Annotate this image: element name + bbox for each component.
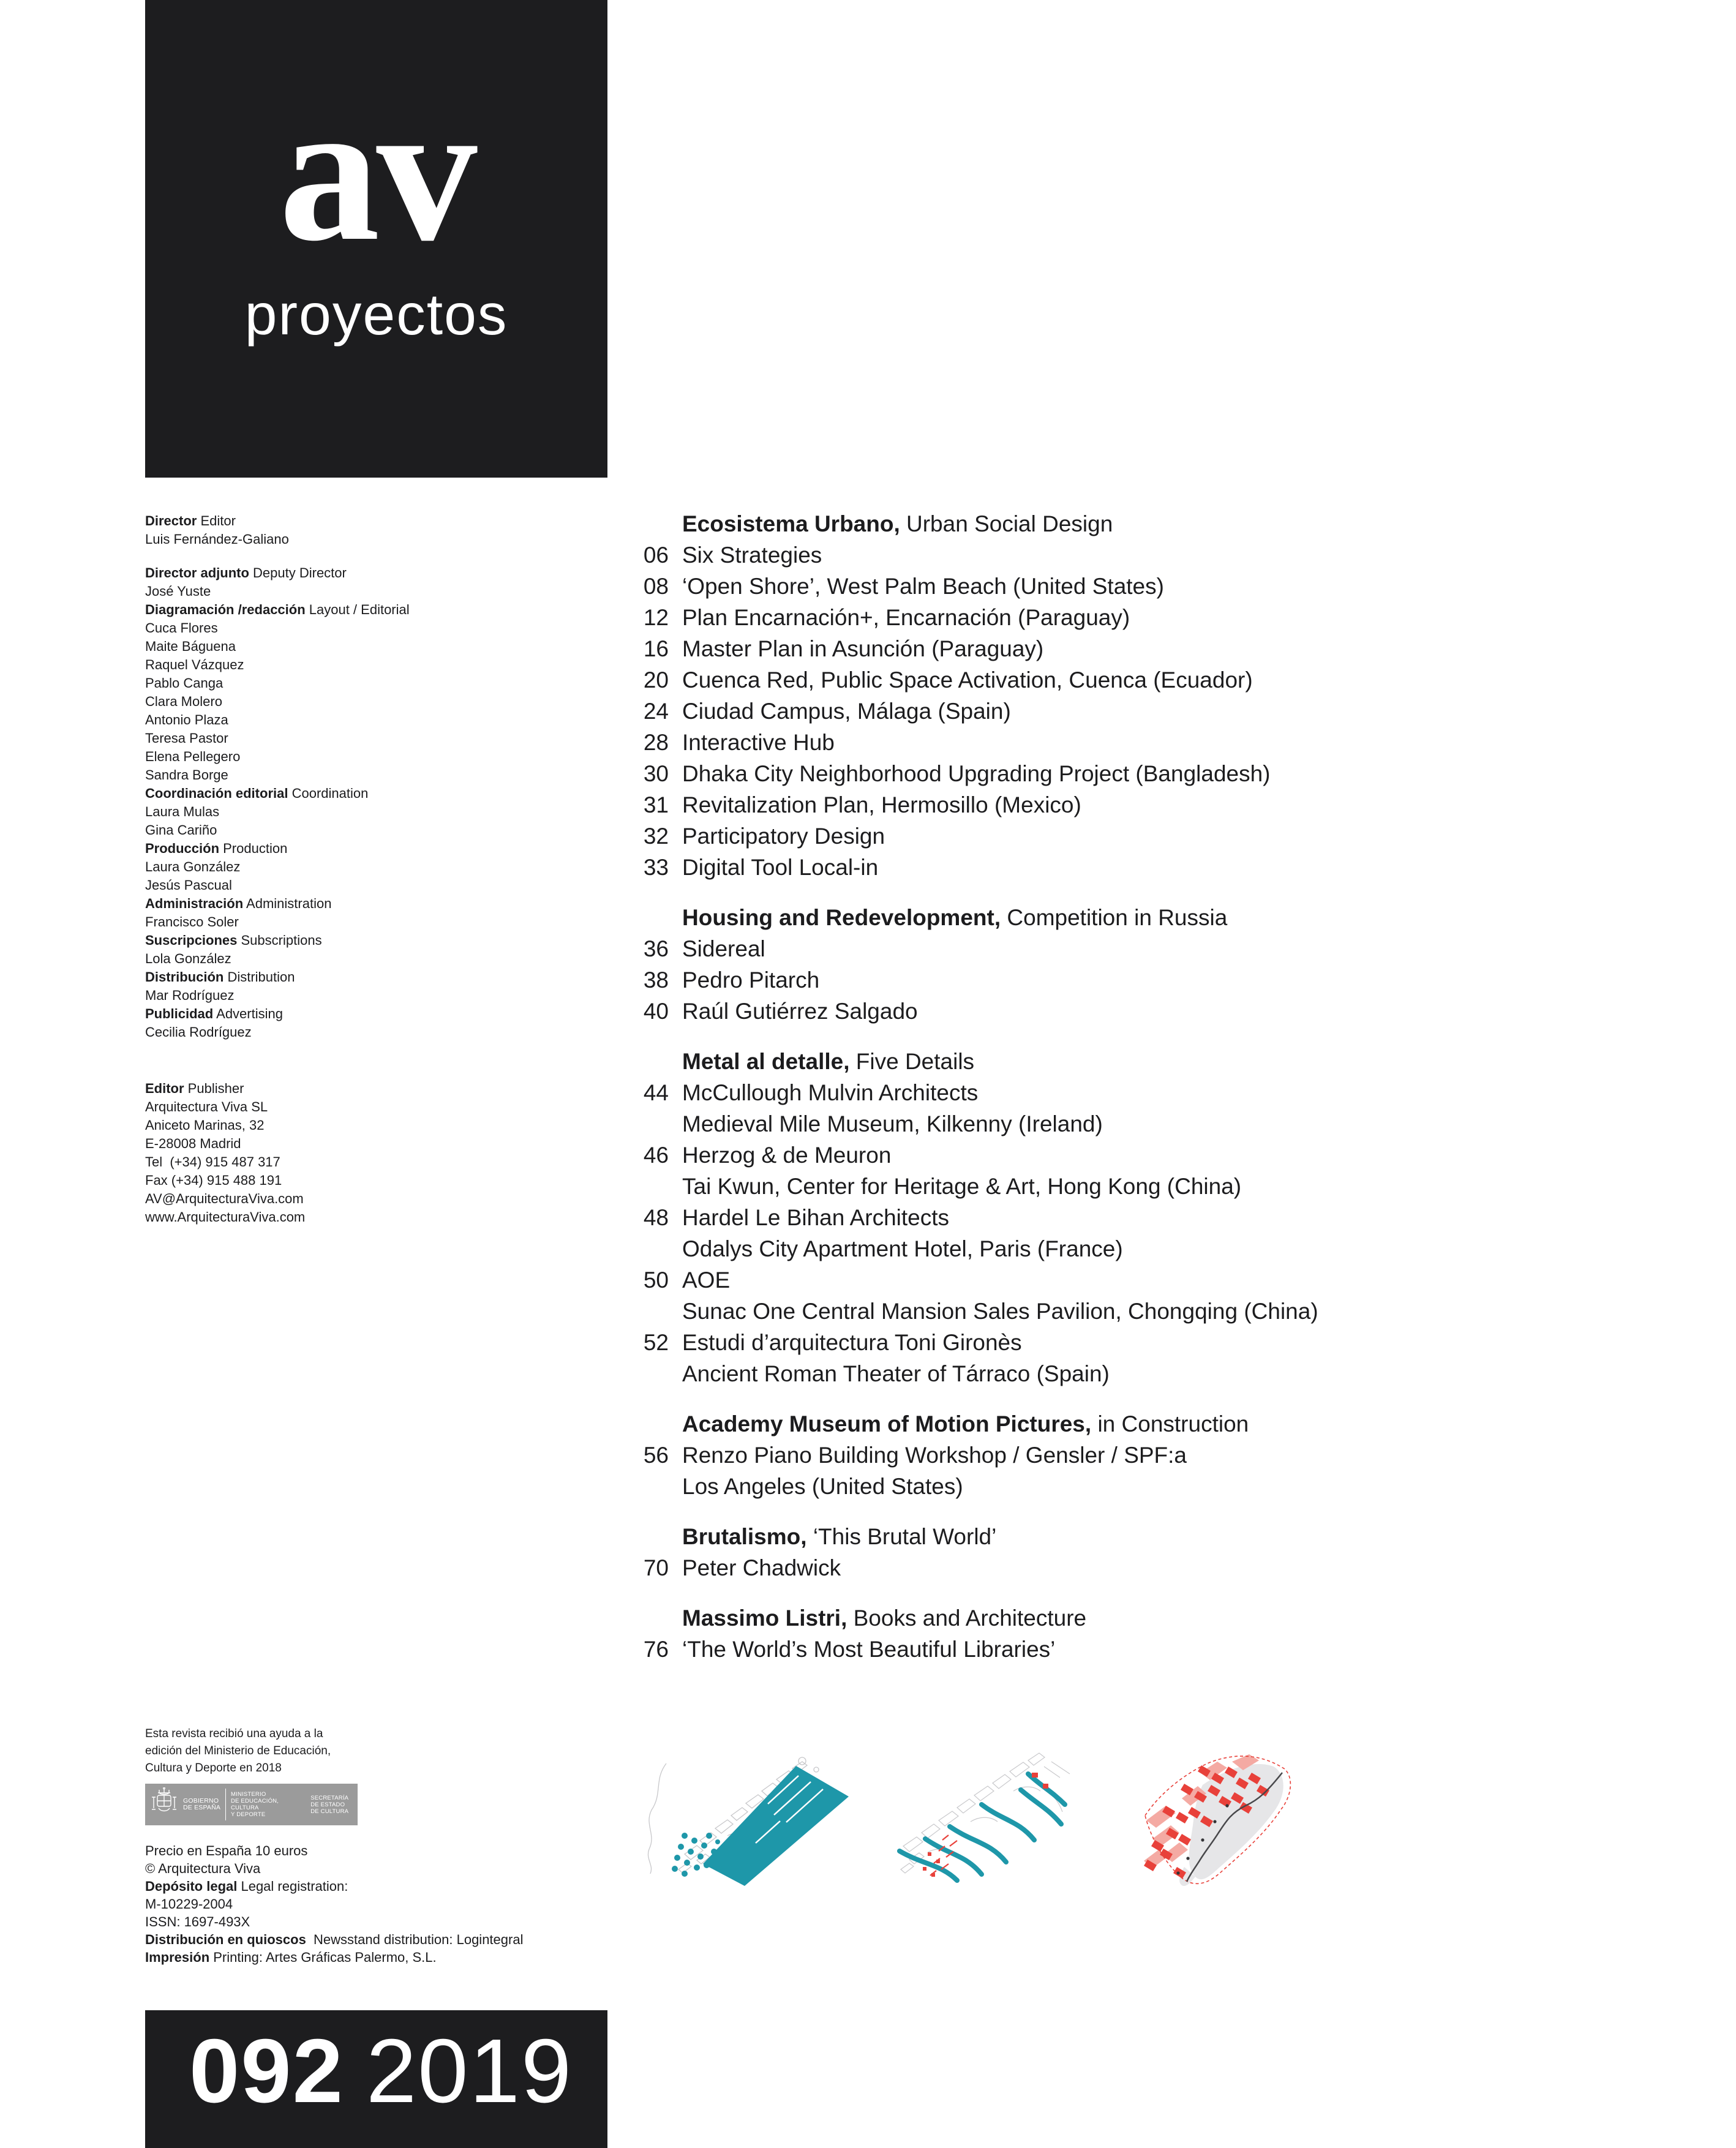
ministry-name-label: MINISTERIO DE EDUCACIÓN, CULTURA Y DEPORTE <box>231 1791 279 1818</box>
staff-text: Tel (+34) 915 487 317 <box>145 1154 280 1170</box>
staff-text: Administration <box>243 896 332 911</box>
ministry-gov-label: GOBIERNO DE ESPAÑA <box>183 1797 221 1811</box>
toc-entry-text <box>682 1266 730 1297</box>
toc-row <box>637 1391 1421 1410</box>
toc-page-number: 38 <box>643 967 669 993</box>
legal-row <box>145 1931 696 1948</box>
toc-row <box>637 1203 1421 1234</box>
toc-item-title: Los Angeles (United States) <box>682 1474 963 1499</box>
toc-page-number: 50 <box>643 1267 669 1293</box>
legal-row <box>145 1895 696 1913</box>
staff-row <box>145 895 611 913</box>
toc-item-title: Urban Social Design <box>900 511 1113 536</box>
toc-section-title: Brutalismo, <box>682 1524 807 1549</box>
toc-entry-text <box>682 1078 978 1110</box>
toc-item-title: AOE <box>682 1267 731 1293</box>
toc-row <box>637 1553 1421 1585</box>
toc-entry-text <box>682 1522 996 1553</box>
staff-row <box>145 637 611 656</box>
toc-page-number <box>637 1172 669 1203</box>
toc-row <box>637 1297 1421 1328</box>
staff-text: AV@ArquitecturaViva.com <box>145 1191 304 1206</box>
toc-page-number: 30 <box>643 761 669 786</box>
staff-role-label: Distribución <box>145 969 224 985</box>
toc-item-title: Estudi d’arquitectura Toni Gironès <box>682 1330 1022 1355</box>
toc-item-title: Plan Encarnación+, Encarnación (Paraguay) <box>682 605 1130 630</box>
toc-entry-text <box>682 1604 1086 1635</box>
issue-footer <box>145 2010 607 2148</box>
toc-row <box>637 572 1421 603</box>
staff-row <box>145 530 611 549</box>
legal-row <box>145 1860 696 1877</box>
toc-item-title: Odalys City Apartment Hotel, Paris (France) <box>682 1236 1123 1261</box>
toc-entry-text <box>682 1172 1241 1203</box>
staff-text: Arquitectura Viva SL <box>145 1099 268 1114</box>
staff-row <box>145 729 611 748</box>
toc-page-number: 33 <box>643 855 669 880</box>
toc-item-title: Six Strategies <box>682 543 822 568</box>
toc-page-number: 24 <box>643 699 669 724</box>
toc-page-number: 46 <box>643 1143 669 1168</box>
legal-row <box>145 1913 696 1931</box>
toc-item-title: Master Plan in Asunción (Paraguay) <box>682 636 1044 661</box>
toc-entry-text <box>682 1472 963 1503</box>
toc-item-title: Digital Tool Local-in <box>682 855 879 880</box>
toc-item-title: Ancient Roman Theater of Tárraco (Spain) <box>682 1361 1110 1386</box>
toc-item-title: Ciudad Campus, Málaga (Spain) <box>682 699 1011 724</box>
staff-row <box>145 1005 611 1023</box>
toc-row <box>637 1410 1421 1441</box>
toc-entry-text <box>682 572 1164 603</box>
staff-row <box>145 839 611 858</box>
legal-text: Printing: Artes Gráficas Palermo, S.L. <box>209 1950 437 1965</box>
staff-row <box>145 803 611 821</box>
toc-item-title: Pedro Pitarch <box>682 967 820 993</box>
toc-page-number: 36 <box>643 936 669 961</box>
staff-row <box>145 1116 611 1135</box>
issue-year: 2019 <box>366 2021 573 2122</box>
toc-page-number: 12 <box>643 605 669 630</box>
staff-role-label: Coordinación editorial <box>145 786 288 801</box>
toc-entry-text <box>682 1110 1103 1141</box>
staff-text: Jesús Pascual <box>145 877 232 893</box>
staff-text: Clara Molero <box>145 694 222 709</box>
staff-row <box>145 512 611 530</box>
toc-row <box>637 1110 1421 1141</box>
toc-entry-text <box>682 666 1253 697</box>
masthead-logo-box <box>145 0 607 478</box>
staff-text: Coordination <box>288 786 369 801</box>
toc-page-number: 52 <box>643 1330 669 1355</box>
toc-item-title: McCullough Mulvin Architects <box>682 1080 979 1105</box>
staff-row <box>145 656 611 674</box>
toc-row <box>637 1028 1421 1047</box>
ministry-secretary-label: SECRETARÍA DE ESTADO DE CULTURA <box>310 1794 349 1815</box>
logo-proyectos: proyectos <box>244 282 508 347</box>
toc-page-number: 70 <box>643 1555 669 1580</box>
toc-item-title: Books and Architecture <box>847 1605 1087 1631</box>
toc-entry-text <box>682 934 765 966</box>
toc-row <box>637 1234 1421 1266</box>
toc-item-title: Dhaka City Neighborhood Upgrading Project (Bangladesh) <box>682 761 1271 786</box>
staff-row <box>145 1153 611 1171</box>
toc-row <box>637 541 1421 572</box>
toc-item-title: Peter Chadwick <box>682 1555 841 1580</box>
staff-text: Luis Fernández-Galiano <box>145 531 289 547</box>
toc-row <box>637 1472 1421 1503</box>
toc-item-title: Tai Kwun, Center for Heritage & Art, Hong Kong (China) <box>682 1174 1242 1199</box>
toc-entry-text <box>682 790 1081 822</box>
staff-text: Laura Mulas <box>145 804 220 819</box>
staff-row <box>145 931 611 950</box>
toc-page-number: 31 <box>643 792 669 817</box>
toc-row <box>637 759 1421 790</box>
toc-item-title: ‘This Brutal World’ <box>806 1524 997 1549</box>
staff-text: Subscriptions <box>237 933 322 948</box>
toc-page-number: 32 <box>643 824 669 849</box>
staff-text: Lola González <box>145 951 231 966</box>
toc-entry-text <box>682 603 1130 634</box>
toc-item-title: Participatory Design <box>682 824 885 849</box>
toc-row <box>637 666 1421 697</box>
staff-text: Raquel Vázquez <box>145 657 244 672</box>
ministry-divider <box>225 1789 226 1820</box>
staff-row <box>145 858 611 876</box>
toc-row <box>637 790 1421 822</box>
ministry-logo-strip <box>145 1784 358 1825</box>
toc-item-title: Cuenca Red, Public Space Activation, Cuenca (Ecuador) <box>682 667 1253 693</box>
urban-plan-diagram-density <box>1110 1747 1306 1891</box>
staff-row <box>145 876 611 895</box>
staff-text: Gina Cariño <box>145 822 217 838</box>
toc-entry-text <box>682 1203 949 1234</box>
toc-entry-text <box>682 728 835 759</box>
legal-text: Legal registration: <box>237 1879 348 1894</box>
staff-row <box>145 549 611 564</box>
toc-row <box>637 853 1421 884</box>
staff-row <box>145 711 611 729</box>
staff-role-label: Publicidad <box>145 1006 214 1021</box>
toc-entry-text <box>682 1635 1055 1666</box>
toc-page-number <box>637 1359 669 1391</box>
staff-role-label: Suscripciones <box>145 933 238 948</box>
staff-row <box>145 582 611 601</box>
staff-text: Sandra Borge <box>145 767 228 783</box>
toc-page-number <box>637 1297 669 1328</box>
legal-label: Impresión <box>145 1950 210 1965</box>
toc-entry-text <box>682 997 918 1028</box>
staff-text: Distribution <box>224 969 295 985</box>
toc-entry-text <box>682 541 822 572</box>
legal-text: Newsstand distribution: Logintegral <box>306 1932 524 1947</box>
grant-note-line: Esta revista recibió una ayuda a la <box>145 1727 323 1740</box>
staff-role-label: Director <box>145 513 197 528</box>
toc-row <box>637 966 1421 997</box>
staff-row <box>145 1042 611 1080</box>
toc-page-number: 40 <box>643 999 669 1024</box>
legal-text: © Arquitectura Viva <box>145 1861 261 1876</box>
toc-item-title: Hardel Le Bihan Architects <box>682 1205 950 1230</box>
legal-text: ISSN: 1697-493X <box>145 1914 250 1929</box>
toc-entry-text <box>682 1047 974 1078</box>
table-of-contents <box>637 509 1421 1666</box>
staff-role-label: Editor <box>145 1081 184 1096</box>
toc-page-number: 16 <box>643 636 669 661</box>
toc-entry-text <box>682 853 878 884</box>
spain-coat-of-arms-icon <box>145 1787 183 1822</box>
staff-text: Aniceto Marinas, 32 <box>145 1117 265 1133</box>
staff-text: www.ArquitecturaViva.com <box>145 1209 306 1225</box>
toc-row <box>637 509 1421 541</box>
legal-label: Distribución en quioscos <box>145 1932 306 1947</box>
toc-row <box>637 903 1421 934</box>
toc-page-number: 44 <box>643 1080 669 1105</box>
staff-text: Fax (+34) 915 488 191 <box>145 1173 282 1188</box>
staff-text: Antonio Plaza <box>145 712 228 727</box>
toc-entry-text <box>682 1234 1123 1266</box>
staff-row <box>145 619 611 637</box>
staff-row <box>145 748 611 766</box>
staff-row <box>145 766 611 784</box>
staff-text: Publisher <box>184 1081 244 1096</box>
toc-entry-text <box>682 822 885 853</box>
staff-row <box>145 601 611 619</box>
toc-item-title: Revitalization Plan, Hermosillo (Mexico) <box>682 792 1081 817</box>
toc-page-number <box>637 1522 669 1553</box>
toc-section-title: Metal al detalle, <box>682 1049 850 1074</box>
staff-text: Cecilia Rodríguez <box>145 1024 252 1040</box>
staff-text: Laura González <box>145 859 241 874</box>
toc-section-title: Academy Museum of Motion Pictures, <box>682 1411 1092 1436</box>
toc-page-number <box>637 1047 669 1078</box>
staff-role-label: Administración <box>145 896 244 911</box>
toc-row <box>637 1359 1421 1391</box>
staff-text: Production <box>219 841 288 856</box>
toc-section-title: Housing and Redevelopment, <box>682 905 1001 930</box>
legal-label: Depósito legal <box>145 1879 238 1894</box>
staff-row <box>145 1023 611 1042</box>
staff-row <box>145 693 611 711</box>
toc-entry-text <box>682 1328 1022 1359</box>
legal-row <box>145 1842 696 1860</box>
toc-page-number: 08 <box>643 574 669 599</box>
legal-text: Precio en España 10 euros <box>145 1843 308 1858</box>
staff-text: Cuca Flores <box>145 620 218 636</box>
logo-av: av <box>279 59 474 283</box>
toc-entry-text <box>682 509 1113 541</box>
staff-text: Editor <box>197 513 236 528</box>
legal-text: M-10229-2004 <box>145 1896 233 1912</box>
toc-page-number <box>637 1410 669 1441</box>
toc-entry-text <box>682 1410 1249 1441</box>
toc-entry-text <box>682 1441 1187 1472</box>
staff-row <box>145 564 611 582</box>
staff-credits <box>145 512 611 1226</box>
grant-note-line: Cultura y Deporte en 2018 <box>145 1762 282 1774</box>
staff-text: Layout / Editorial <box>305 602 410 617</box>
toc-item-title: Five Details <box>849 1049 975 1074</box>
urban-plan-diagram-flows <box>891 1748 1099 1892</box>
toc-item-title: ‘Open Shore’, West Palm Beach (United States) <box>682 574 1164 599</box>
staff-row <box>145 1135 611 1153</box>
toc-page-number <box>637 509 669 541</box>
toc-row <box>637 1078 1421 1110</box>
toc-item-title: Interactive Hub <box>682 730 835 755</box>
toc-entry-text <box>682 1553 841 1585</box>
toc-row <box>637 603 1421 634</box>
toc-row <box>637 1141 1421 1172</box>
staff-row <box>145 913 611 931</box>
staff-row <box>145 821 611 839</box>
grant-note <box>145 1726 513 1777</box>
staff-row <box>145 950 611 968</box>
toc-row <box>637 884 1421 903</box>
staff-row <box>145 1190 611 1208</box>
staff-text: Maite Báguena <box>145 639 236 654</box>
toc-row <box>637 1441 1421 1472</box>
toc-item-title: Herzog & de Meuron <box>682 1143 892 1168</box>
toc-entry-text <box>682 759 1271 790</box>
staff-role-label: Producción <box>145 841 220 856</box>
toc-item-title: Medieval Mile Museum, Kilkenny (Ireland) <box>682 1111 1103 1136</box>
toc-row <box>637 1522 1421 1553</box>
staff-row <box>145 1208 611 1226</box>
toc-entry-text <box>682 966 819 997</box>
toc-section-title: Massimo Listri, <box>682 1605 847 1631</box>
toc-page-number: 76 <box>643 1637 669 1662</box>
toc-row <box>637 1172 1421 1203</box>
toc-item-title: Competition in Russia <box>1001 905 1228 930</box>
toc-entry-text <box>682 1297 1318 1328</box>
staff-text: Mar Rodríguez <box>145 988 235 1003</box>
toc-row <box>637 1328 1421 1359</box>
toc-row <box>637 1503 1421 1522</box>
staff-text: Elena Pellegero <box>145 749 241 764</box>
staff-text: Deputy Director <box>249 565 347 580</box>
toc-item-title: ‘The World’s Most Beautiful Libraries’ <box>682 1637 1056 1662</box>
staff-text: José Yuste <box>145 584 211 599</box>
toc-page-number: 20 <box>643 667 669 693</box>
toc-row <box>637 1635 1421 1666</box>
legal-info <box>145 1842 696 1966</box>
toc-entry-text <box>682 1359 1110 1391</box>
toc-entry-text <box>682 697 1011 728</box>
toc-row <box>637 697 1421 728</box>
toc-page-number: 56 <box>643 1443 669 1468</box>
toc-item-title: Renzo Piano Building Workshop / Gensler / SPF:a <box>682 1443 1187 1468</box>
staff-row <box>145 968 611 986</box>
staff-text: Pablo Canga <box>145 675 224 691</box>
staff-row <box>145 674 611 693</box>
grant-note-line: edición del Ministerio de Educación, <box>145 1744 331 1757</box>
staff-role-label: Director adjunto <box>145 565 249 580</box>
toc-row <box>637 1047 1421 1078</box>
issue-number: 092 <box>189 2021 344 2122</box>
toc-entry-text <box>682 903 1227 934</box>
toc-row <box>637 934 1421 966</box>
toc-page-number <box>637 1110 669 1141</box>
staff-text: Advertising <box>213 1006 283 1021</box>
staff-row <box>145 986 611 1005</box>
toc-page-number <box>637 1234 669 1266</box>
toc-page-number: 48 <box>643 1205 669 1230</box>
staff-row <box>145 784 611 803</box>
toc-row <box>637 634 1421 666</box>
toc-item-title: Raúl Gutiérrez Salgado <box>682 999 918 1024</box>
staff-text: Teresa Pastor <box>145 730 228 746</box>
staff-row <box>145 1171 611 1190</box>
toc-page-number <box>637 1472 669 1503</box>
toc-row <box>637 1585 1421 1604</box>
staff-role-label: Diagramación /redacción <box>145 602 306 617</box>
legal-row <box>145 1948 696 1966</box>
toc-entry-text <box>682 1141 891 1172</box>
staff-text: E-28008 Madrid <box>145 1136 241 1151</box>
toc-page-number <box>637 1604 669 1635</box>
toc-page-number: 06 <box>643 543 669 568</box>
toc-item-title: Sidereal <box>682 936 765 961</box>
toc-row <box>637 997 1421 1028</box>
toc-page-number <box>637 903 669 934</box>
toc-row <box>637 1266 1421 1297</box>
toc-item-title: in Construction <box>1091 1411 1249 1436</box>
toc-row <box>637 1604 1421 1635</box>
toc-item-title: Sunac One Central Mansion Sales Pavilion, Chongqing (China) <box>682 1299 1318 1324</box>
staff-text: Francisco Soler <box>145 914 239 929</box>
toc-row <box>637 728 1421 759</box>
legal-row <box>145 1877 696 1895</box>
toc-section-title: Ecosistema Urbano, <box>682 511 900 536</box>
toc-entry-text <box>682 634 1043 666</box>
toc-page-number: 28 <box>643 730 669 755</box>
staff-row <box>145 1098 611 1116</box>
urban-plan-diagram-waterfront <box>642 1744 887 1891</box>
toc-row <box>637 822 1421 853</box>
staff-row <box>145 1080 611 1098</box>
